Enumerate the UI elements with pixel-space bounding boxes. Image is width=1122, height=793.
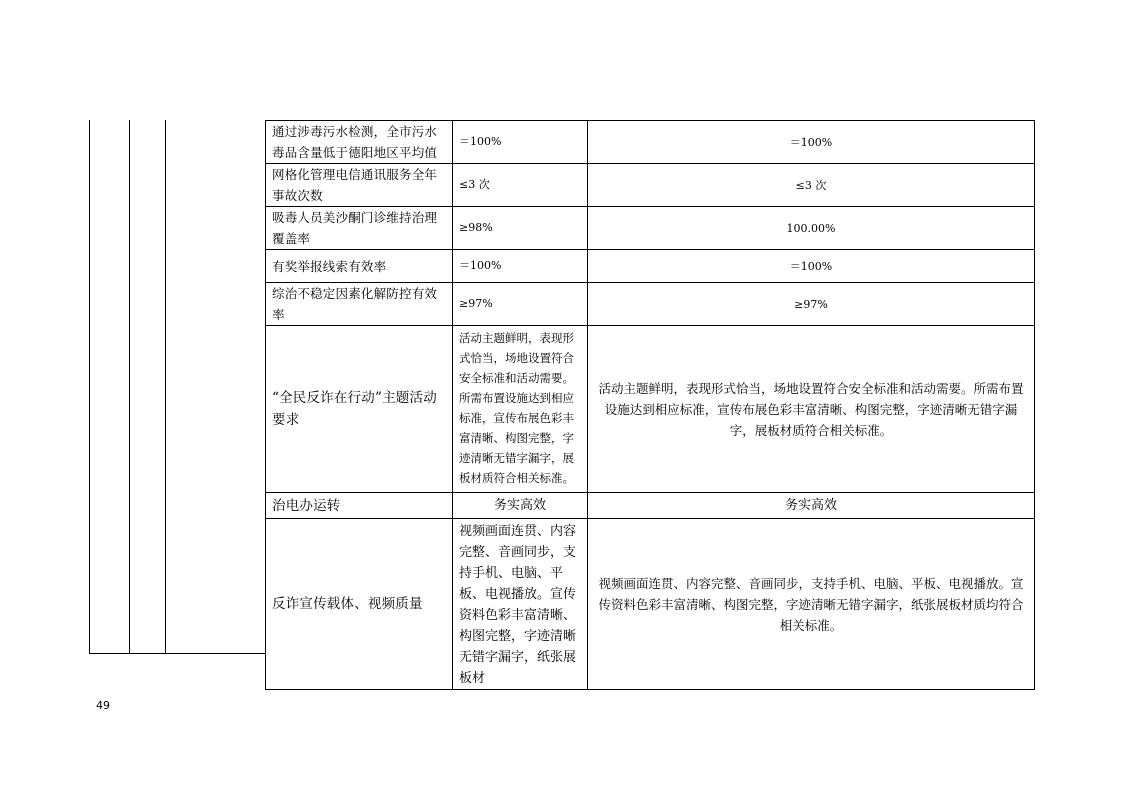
table-row [266, 519, 1035, 690]
subcategory-column-border [165, 120, 166, 654]
indicator-cell: 治电办运转 [266, 493, 453, 519]
actual-value-cell: 视频画面连贯、内容完整、音画同步，支持手机、电脑、平板、电视播放。宣传资料色彩丰富清晰、构图完整，字迹清晰无错字漏字，纸张展板材质均符合相关标准。 [588, 519, 1035, 690]
table-row [266, 164, 1035, 207]
indicator-cell: 有奖举报线索有效率 [266, 250, 453, 283]
target-value-cell: 务实高效 [453, 493, 588, 519]
table-row [266, 326, 1035, 493]
actual-value-cell: 务实高效 [588, 493, 1035, 519]
actual-value-cell: ＝100% [588, 121, 1035, 164]
category-column-border [129, 120, 130, 654]
left-columns-bottom-border [89, 653, 266, 654]
indicator-cell: 网格化管理电信通讯服务全年事故次数 [266, 164, 453, 207]
actual-value-cell: ≤3 次 [588, 164, 1035, 207]
target-value-cell: ＝100% [453, 121, 588, 164]
indicator-cell: 吸毒人员美沙酮门诊维持治理覆盖率 [266, 207, 453, 250]
table-row [266, 283, 1035, 326]
table-row [266, 250, 1035, 283]
outer-left-border [89, 120, 90, 654]
table-row [266, 121, 1035, 164]
target-value-cell: 活动主题鲜明，表现形式恰当，场地设置符合安全标准和活动需要。所需布置设施达到相应标准，宣传布展色彩丰富清晰、构图完整，字迹清晰无错字漏字，展板材质符合相关标准。 [453, 326, 588, 493]
page-number: 49 [96, 699, 110, 712]
table-row [266, 493, 1035, 519]
target-value-cell: ≥98% [453, 207, 588, 250]
indicator-cell: “全民反诈在行动”主题活动要求 [266, 326, 453, 493]
indicator-cell: 通过涉毒污水检测，全市污水毒品含量低于德阳地区平均值 [266, 121, 453, 164]
indicator-cell: 综治不稳定因素化解防控有效率 [266, 283, 453, 326]
target-value-cell: ＝100% [453, 250, 588, 283]
target-value-cell: 视频画面连贯、内容完整、音画同步，支持手机、电脑、平板、电视播放。宣传资料色彩丰富清晰、构图完整，字迹清晰无错字漏字，纸张展板材 [453, 519, 588, 690]
actual-value-cell: 100.00% [588, 207, 1035, 250]
table-row [266, 207, 1035, 250]
actual-value-cell: ＝100% [588, 250, 1035, 283]
actual-value-cell: ≥97% [588, 283, 1035, 326]
target-value-cell: ≤3 次 [453, 164, 588, 207]
indicator-cell: 反诈宣传载体、视频质量 [266, 519, 453, 690]
performance-indicator-table [265, 120, 1035, 690]
actual-value-cell: 活动主题鲜明，表现形式恰当，场地设置符合安全标准和活动需要。所需布置设施达到相应标准，宣传布展色彩丰富清晰、构图完整，字迹清晰无错字漏字，展板材质符合相关标准。 [588, 326, 1035, 493]
target-value-cell: ≥97% [453, 283, 588, 326]
